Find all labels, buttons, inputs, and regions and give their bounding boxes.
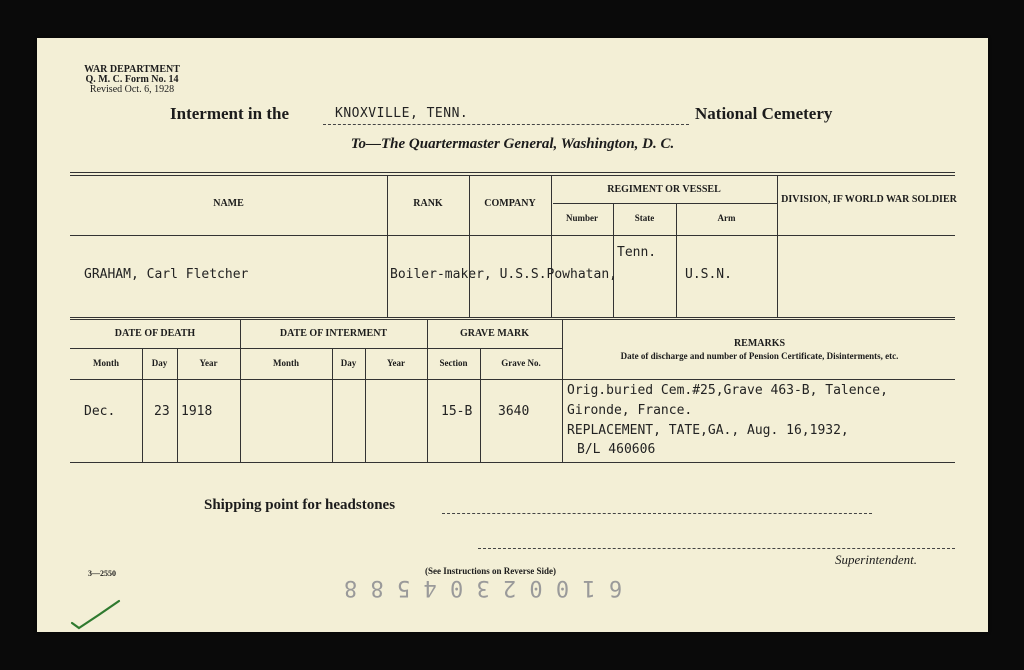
- section-header: Section: [439, 358, 468, 368]
- subtitle: To—The Quartermaster General, Washington, D. C.: [350, 136, 675, 152]
- form-number: Q. M. C. Form No. 14: [85, 74, 179, 85]
- grave-no-header: Grave No.: [501, 358, 541, 368]
- remarks-line-3: REPLACEMENT, TATE,GA., Aug. 16,1932,: [567, 423, 849, 438]
- title-prefix: Interment in the: [170, 104, 289, 123]
- rank-header: RANK: [413, 198, 443, 209]
- serial-number: 6 1 0 0 2 3 0 4 5 8 8: [344, 575, 623, 600]
- grave-no-value: 3640: [498, 404, 530, 419]
- death-year-header: Year: [199, 358, 218, 368]
- number-header: Number: [566, 213, 598, 223]
- date-of-interment-header: DATE OF INTERMENT: [279, 328, 388, 339]
- arm-value: U.S.N.: [685, 267, 732, 282]
- rank-company-value: Boiler-maker, U.S.S.Powhatan,: [390, 267, 617, 282]
- division-header: DIVISION, IF WORLD WAR SOLDIER: [781, 194, 957, 205]
- death-year-value: 1918: [181, 404, 213, 419]
- death-month-header: Month: [92, 358, 119, 368]
- name-header: NAME: [213, 198, 244, 209]
- remarks-subheader: Date of discharge and number of Pension Certificate, Disinterments, etc.: [620, 351, 899, 361]
- state-value: Tenn.: [617, 245, 657, 260]
- interment-month-header: Month: [272, 358, 299, 368]
- department-label: WAR DEPARTMENT: [84, 64, 180, 75]
- death-day-value: 23: [154, 404, 170, 419]
- remarks-line-4: B/L 460606: [577, 442, 656, 457]
- title-suffix: National Cemetery: [695, 104, 833, 123]
- checkmark-icon: [69, 595, 125, 631]
- remarks-line-2: Gironde, France.: [567, 403, 693, 418]
- death-month-value: Dec.: [84, 404, 116, 419]
- section-value: 15-B: [441, 404, 473, 419]
- shipping-point-label: Shipping point for headstones: [204, 497, 396, 513]
- form-header: [67, 65, 197, 95]
- state-header: State: [634, 213, 655, 223]
- interment-day-header: Day: [340, 358, 357, 368]
- regiment-header: REGIMENT OR VESSEL: [607, 184, 721, 195]
- superintendent-label: Superintendent.: [835, 552, 917, 567]
- date-of-death-header: DATE OF DEATH: [114, 328, 196, 339]
- remarks-line-1: Orig.buried Cem.#25,Grave 463-B, Talence,: [567, 383, 888, 398]
- remarks-block: [567, 381, 977, 459]
- interment-card: [37, 38, 988, 632]
- cemetery-name: KNOXVILLE, TENN.: [335, 106, 469, 121]
- interment-year-header: Year: [387, 358, 405, 368]
- form-code: 3—2550: [88, 569, 116, 578]
- grave-mark-header: GRAVE MARK: [460, 328, 529, 339]
- revised-date: Revised Oct. 6, 1928: [89, 84, 175, 95]
- death-day-header: Day: [151, 358, 168, 368]
- arm-header: Arm: [717, 213, 736, 223]
- company-header: COMPANY: [484, 198, 536, 209]
- soldier-name: GRAHAM, Carl Fletcher: [84, 267, 249, 282]
- remarks-header: REMARKS: [733, 338, 786, 349]
- instructions-note: (See Instructions on Reverse Side): [425, 566, 556, 576]
